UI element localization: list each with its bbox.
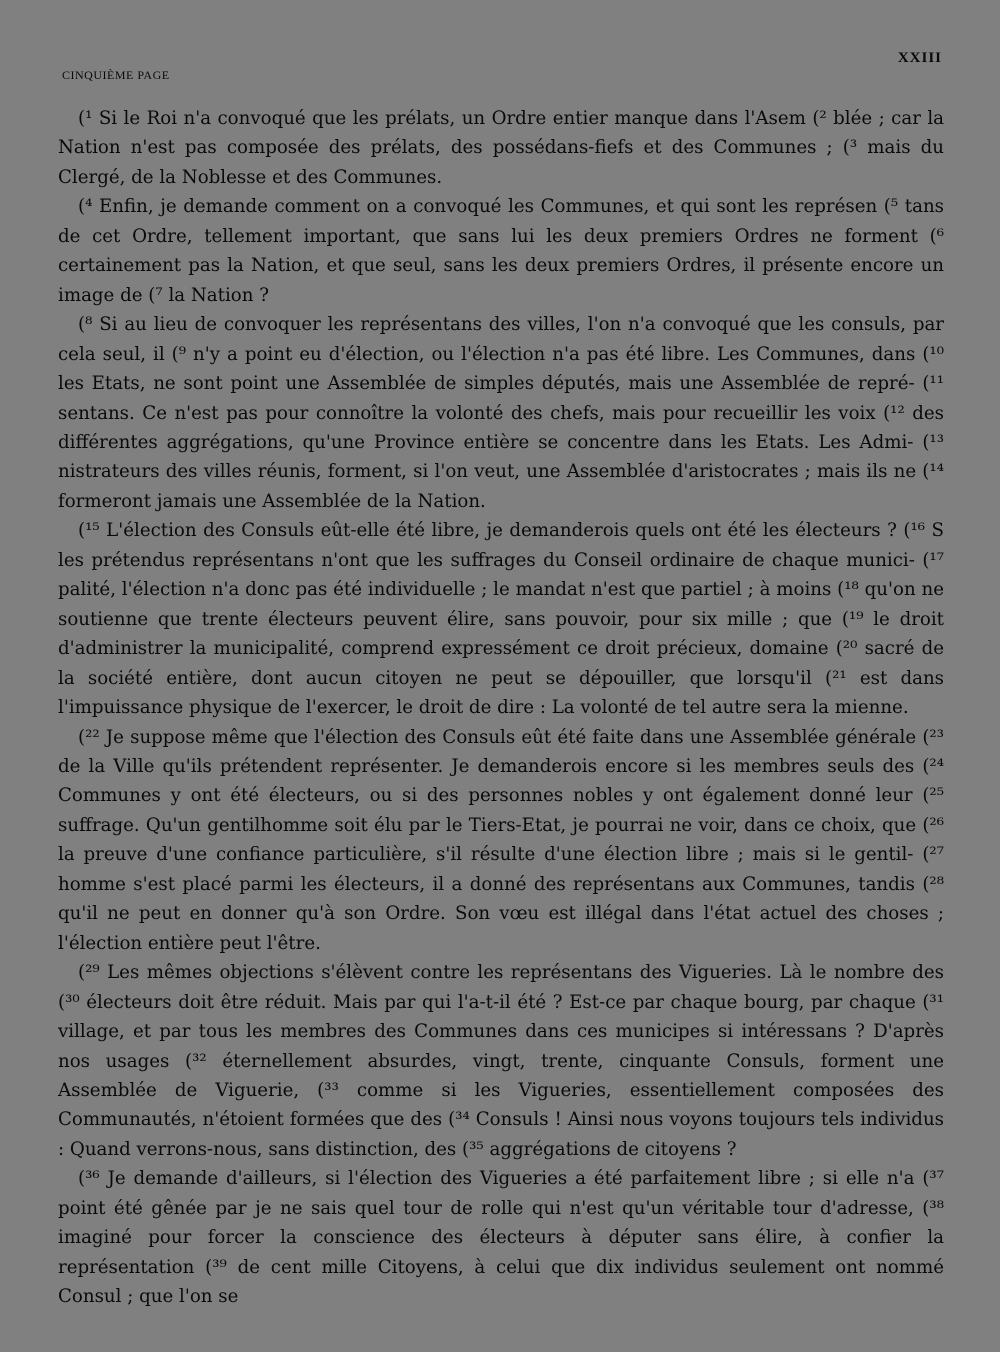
paragraph-5: (²² Je suppose même que l'élection des Consuls eût été faite dans une Assemblée générale (²³ de la Ville qu'ils prétendent représenter. Je demanderois encore si les membres seuls des (²⁴ Communes y ont été électeurs, ou si des personnes nobles y ont également donné leur (²⁵ suffrage. Qu'un gentilhomme soit élu par le Tiers-Etat, je pourrai ne voir, dans ce choix, que (²⁶ la preuve d'une confiance particulière, s'il résulte d'une élection libre ; mais si le gentil- (²⁷ homme s'est placé parmi les électeurs, il a donné des représentans aux Communes, tandis (²⁸ qu'il ne peut en donner qu'à son Ordre. Son vœu est illégal dans l'état actuel des choses ; l'élection entière peut l'être.: [58, 726, 944, 954]
paragraph-7: (³⁶ Je demande d'ailleurs, si l'élection des Vigueries a été parfaitement libre ; si elle n'a (³⁷ point été gênée par je ne sais quel tour de rolle qui n'est qu'un véritable tour d'adresse, (³⁸ imaginé pour forcer la conscience des électeurs à députer sans élire, à confier la représentation (³⁹ de cent mille Citoyens, à celui que dix individus seulement ont nommé Consul ; que l'on se: [58, 1168, 944, 1308]
paragraph-3: (⁸ Si au lieu de convoquer les représentans des villes, l'on n'a convoqué que les consuls, par cela seul, il (⁹ n'y a point eu d'élection, ou l'élection n'a pas été libre. Les Communes, dans (¹⁰ les Etats, ne sont point une Assemblée de simples députés, mais une Assemblée de repré- (¹¹ sentans. Ce n'est pas pour connoître la volonté des chefs, mais pour recueillir les voix (¹² des différentes aggrégations, qu'une Province entière se concentre dans les Etats. Les Admi- (¹³ nistrateurs des villes réunis, forment, si l'on veut, une Assemblée d'aristocrates ; mais ils ne (¹⁴ formeront jamais une Assemblée de la Nation.: [58, 314, 944, 512]
paragraph-1: (¹ Si le Roi n'a convoqué que les prélats, un Ordre entier manque dans l'Asem (² blée ; car la Nation n'est pas composée des prélats, des possédans-fiefs et des Communes ; (³ mais du Clergé, de la Noblesse et des Communes.: [58, 108, 944, 188]
page-number: XXIII: [897, 50, 942, 66]
body-text: [58, 104, 944, 1312]
paragraph-4: (¹⁵ L'élection des Consuls eût-elle été libre, je demanderois quels ont été les électeurs ? (¹⁶ S les prétendus représentans n'ont que les suffrages du Conseil ordinaire de chaque munici- (¹⁷ palité, l'élection n'a donc pas été individuelle ; le mandat n'est que partiel ; à moins (¹⁸ qu'on ne soutienne que trente électeurs peuvent élire, sans pouvoir, pour six mille ; que (¹⁹ le droit d'administrer la municipalité, comprend expressément ce droit précieux, domaine (²⁰ sacré de la société entière, dont aucun citoyen ne peut se dépouiller, que lorsqu'il (²¹ est dans l'impuissance physique de l'exercer, le droit de dire : La volonté de tel autre sera la mienne.: [58, 520, 944, 719]
paragraph-6: (²⁹ Les mêmes objections s'élèvent contre les représentans des Vigueries. Là le nombre des (³⁰ électeurs doit être réduit. Mais par qui l'a-t-il été ? Est-ce par chaque bourg, par chaque (³¹ village, et par tous les membres des Communes dans ces municipes si intéressans ? D'après nos usages (³² éternellement absurdes, vingt, trente, cinquante Consuls, forment une Assemblée de Viguerie, (³³ comme si les Vigueries, essentiellement composées des Communautés, n'étoient formées que des (³⁴ Consuls ! Ainsi nous voyons toujours tels individus : Quand verrons-nous, sans distinction, des (³⁵ aggrégations de citoyens ?: [58, 962, 944, 1160]
paragraph-2: (⁴ Enfin, je demande comment on a convoqué les Communes, et qui sont les représen (⁵ tans de cet Ordre, tellement important, que sans lui les deux premiers Ordres ne forment (⁶ certainement pas la Nation, et que seul, sans les deux premiers Ordres, il présente encore un image de (⁷ la Nation ?: [58, 196, 944, 306]
running-head: CINQUIÈME PAGE: [62, 68, 170, 82]
